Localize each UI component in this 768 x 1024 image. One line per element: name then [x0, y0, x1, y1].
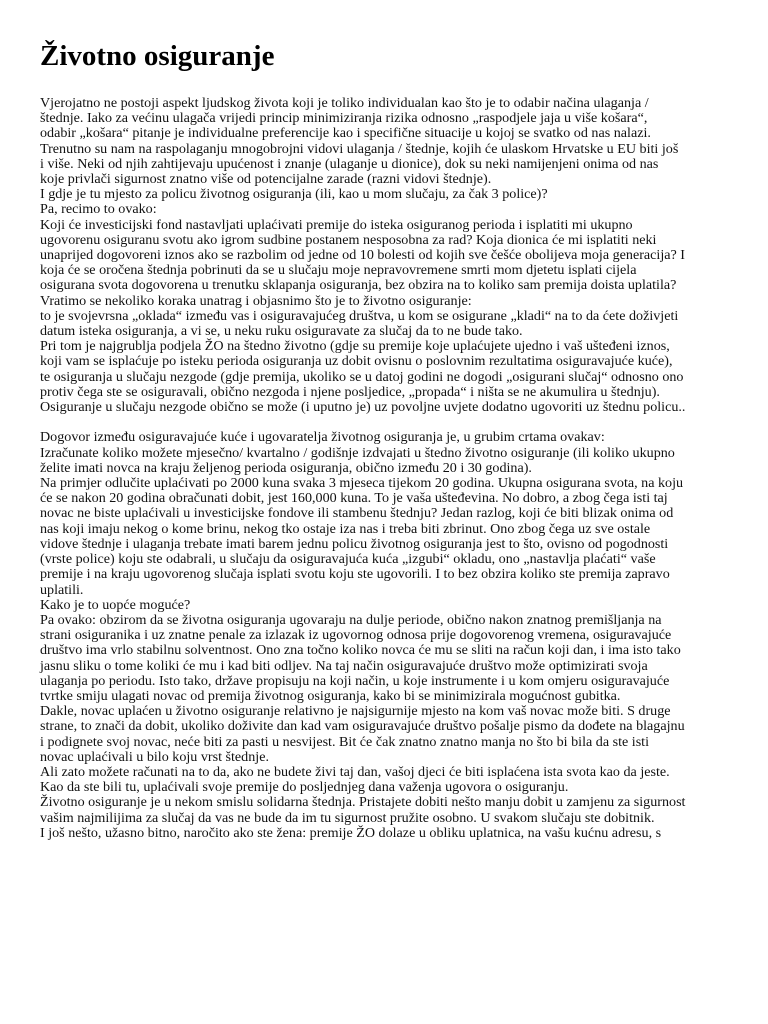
document-title: Životno osiguranje	[40, 40, 275, 72]
text-line: društvo ima vrlo stabilnu solventnost. Ono zna točno koliko novca će mu se sliti na račun koji dan, i ima isto tako	[40, 642, 681, 659]
text-line: vašim najmilijima za slučaj da vas ne bude da im tu sigurnost pružite osobno. U svakom slučaju ste dobitnik.	[40, 809, 655, 826]
text-line: osigurana svota dogovorena u trenutku sklapanja osiguranja, bez obzira na to koliko sam premija doista uplatila?	[40, 277, 677, 294]
text-line: tvrtke smiju ulagati novac od premija životnog osiguranja, kako bi se minimizirala mogućnost gubitka.	[40, 687, 621, 704]
text-line: odabir „košara“ pitanje je individualne preferencije kao i specifične situacije u kojoj se svatko od nas nalazi.	[40, 125, 651, 142]
text-line: Ali zato možete računati na to da, ako ne budete živi taj dan, vašoj djeci će biti isplaćena ista svota kao da jeste.	[40, 763, 670, 780]
text-line: Izračunate koliko možete mjesečno/ kvartalno / godišnje izdvajati u štedno životno osiguranje (ili koliko ukupno	[40, 444, 675, 461]
text-line: Vratimo se nekoliko koraka unatrag i objasnimo što je to životno osiguranje:	[40, 292, 472, 309]
text-line: Na primjer odlučite uplaćivati po 2000 kuna svaka 3 mjeseca tijekom 20 godina. Ukupna osigurana svota, na koju	[40, 475, 684, 492]
text-line: i više. Neki od njih zahtijevaju upućenost i znanje (ulaganje u dionice), dok su neki namijenjeni onima od nas	[40, 155, 659, 172]
text-line: koje privlači sigurnost znatno više od potencijalne zarade (razni vidovi štednje).	[40, 171, 492, 188]
text-line: Osiguranje u slučaju nezgode obično se može (i uputno je) uz povoljne uvjete dodatno ugovoriti uz štednu policu..	[40, 399, 686, 416]
text-line: to je svojevrsna „oklada“ između vas i osiguravajućeg društva, u kom se osigurane „kladi“ na to da ćete doživjeti	[40, 307, 679, 324]
text-line: jasnu sliku o tome koliki će mu i kad biti odljev. Na taj način osiguravajuće društvo može optimizirati svoja	[40, 657, 648, 674]
text-line: štednje. Iako za većinu ulagača vrijedi princip minimiziranja rizika odnosno „raspodjele jaja u više košara“,	[40, 110, 648, 127]
text-line: Pa, recimo to ovako:	[40, 201, 157, 218]
text-line: Koji će investicijski fond nastavljati uplaćivati premije do isteka osiguranog perioda i isplatiti mi ukupno	[40, 216, 633, 233]
text-line: Pri tom je najgrublja podjela ŽO na štedno životno (gdje su premije koje uplaćujete ujedno i vaš ušteđeni iznos,	[40, 338, 670, 355]
text-line: protiv čega ste se osiguravali, obično nezgoda i njene posljedice, „propada“ i ništa se ne akumulira u štednju).	[40, 383, 660, 400]
document-body	[40, 96, 740, 841]
text-line: (vrste police) koju ste odabrali, u slučaju da osiguravajuća kuća „izgubi“ okladu, ono „nastavlja plaćati“ vaše	[40, 551, 656, 568]
text-line: želite imati novca na kraju željenog perioda osiguranja, obično između 20 i 30 godina).	[40, 459, 532, 476]
text-line: te osiguranja u slučaju nezgode (gdje premija, ukoliko se u datoj godini ne dogodi „osigurani slučaj“ odnosno ono	[40, 368, 684, 385]
text-line: će se nakon 20 godina obračunati dobit, jest 160,000 kuna. To je vaša ušteđevina. No dobro, a zbog čega isti taj	[40, 490, 668, 507]
text-line: Pa ovako: obzirom da se životna osiguranja ugovaraju na dulje periode, obično nakon znatnog premišljanja na	[40, 611, 662, 628]
text-line: Kao da ste bili tu, uplaćivali svoje premije do posljednjeg dana važenja ugovora o osiguranju.	[40, 779, 569, 796]
text-line: Vjerojatno ne postoji aspekt ljudskog života koji je toliko individualan kao što je to odabir načina ulaganja /	[40, 95, 649, 111]
text-line: nas koji imaju nekog o kome brinu, nekog tko ostaje iza nas i treba biti zbrinut. Ono zbog čega uz sve ostale	[40, 520, 651, 537]
text-line: ulaganja po periodu. Isto tako, države propisuju na koji način, u koje instrumente i u kom omjeru osiguravajuće	[40, 672, 670, 689]
text-line: Dogovor između osiguravajuće kuće i ugovaratelja životnog osiguranja je, u grubim crtama ovakav:	[40, 429, 605, 446]
text-line: novac ne biste uplaćivali u investicijske fondove ili stambenu štednju? Jedan razlog, koji će biti blizak onima od	[40, 505, 674, 522]
text-line: koja će se oročena štednja pobrinuti da se u slučaju moje nepravovremene smrti mom djetetu isplati cijela	[40, 262, 637, 279]
text-line: premije i na kraju ugovorenog slučaja isplati svotu koju ste ugovorili. I to bez obzira koliko ste premija zapravo	[40, 566, 670, 583]
text-line: strane, to znači da dobit, ukoliko doživite dan kad vam osiguravajuće društvo pošalje pismo da dođete na blagajnu	[40, 718, 685, 735]
text-line: novac uplaćivali u bilo koju vrst štednje.	[40, 748, 269, 765]
text-line	[40, 415, 740, 430]
text-line: i podignete svoj novac, neće biti za pasti u nesvijest. Bit će čak znatno znatno manja no što bi bila da ste isti	[40, 733, 650, 750]
text-line: strani osiguranika i uz znatne penale za izlazak iz ugovornog odnosa prije dogovorenog vremena, osiguravajuće	[40, 627, 672, 644]
text-line: Životno osiguranje je u nekom smislu solidarna štednja. Pristajete dobiti nešto manju dobit u zamjenu za sigurnost	[40, 794, 686, 811]
text-line: unaprijed dogovoreni iznos ako se razbolim od jedne od 10 bolesti od kojih sve češće obolijeva moja generacija? I	[40, 247, 685, 264]
text-line: Dakle, novac uplaćen u životno osiguranje relativno je najsigurnije mjesto na kom vaš novac može biti. S druge	[40, 703, 671, 720]
text-line: ugovorenu osiguranu svotu ako igrom sudbine postanem nesposobna za rad? Koja dionica će mi isplatiti neki	[40, 231, 657, 248]
text-line: Kako je to uopće moguće?	[40, 596, 191, 613]
text-line: uplatili.	[40, 581, 84, 598]
text-line: vidove štednje i ulaganja trebate imati barem jednu policu životnog osiguranja jest to što, ovisno od pogodnosti	[40, 535, 669, 552]
text-line: I još nešto, užasno bitno, naročito ako ste žena: premije ŽO dolaze u obliku uplatnica, na vašu kućnu adresu, s	[40, 824, 662, 841]
text-line: I gdje je tu mjesto za policu životnog osiguranja (ili, kao u mom slučaju, za čak 3 police)?	[40, 186, 548, 203]
text-line: Trenutno su nam na raspolaganju mnogobrojni vidovi ulaganja / štednje, kojih će ulaskom Hrvatske u EU biti još	[40, 140, 679, 157]
text-line: koji vam se isplaćuje po isteku perioda osiguranja uz dobit ovisnu o poslovnim rezultatima osiguravajuće kuće),	[40, 353, 673, 370]
text-line: datum isteka osiguranja, a vi se, u neku ruku osiguravate za slučaj da to ne bude tako.	[40, 323, 523, 340]
